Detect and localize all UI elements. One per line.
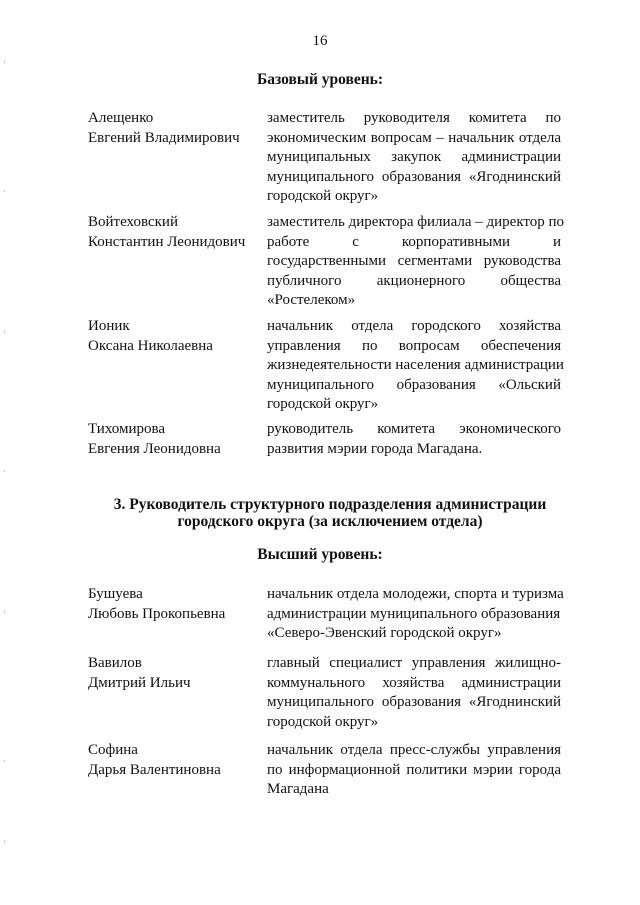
surname: Софина bbox=[88, 742, 138, 758]
person-position bbox=[267, 585, 564, 644]
position-line: государственными сегментами руководства bbox=[267, 253, 561, 269]
given-names: Дарья Валентиновна bbox=[88, 761, 221, 778]
position-line: начальник отдела молодежи, спорта и туризма bbox=[267, 586, 564, 602]
position-line: городской округ» bbox=[267, 713, 379, 730]
person-name bbox=[88, 741, 263, 780]
person-position bbox=[267, 420, 561, 459]
person-name bbox=[88, 654, 263, 693]
position-line: по информационной политики мэрии города bbox=[267, 761, 561, 778]
position-line: начальник отдела городского хозяйства bbox=[267, 318, 561, 334]
position-line: коммунального хозяйства администрации bbox=[267, 674, 561, 691]
position-line: публичного акционерного общества bbox=[267, 272, 561, 289]
person-name bbox=[88, 585, 263, 624]
section-title-line: городского округа (за исключением отдела) bbox=[177, 513, 483, 530]
position-line: муниципального образования «Ольский bbox=[267, 376, 561, 393]
given-names: Евгений Владимирович bbox=[88, 129, 240, 146]
person-name bbox=[88, 420, 263, 459]
given-names: Любовь Прокопьевна bbox=[88, 605, 226, 622]
person-position bbox=[267, 213, 565, 311]
position-line: городской округ» bbox=[267, 396, 379, 412]
position-line: заместитель директора филиала – директор по bbox=[267, 214, 565, 230]
person-position bbox=[267, 109, 561, 207]
position-line: «Северо-Эвенский городской округ» bbox=[267, 625, 502, 641]
section-title-line: 3. Руководитель структурного подразделения администрации bbox=[113, 496, 547, 513]
person-position bbox=[267, 654, 561, 732]
position-line: муниципальных закупок администрации bbox=[267, 149, 561, 165]
surname: Войтеховский bbox=[88, 214, 178, 230]
page-number: 16 bbox=[312, 33, 328, 49]
position-line: жизнедеятельности населения администрации bbox=[267, 357, 564, 373]
level-heading-basic: Базовый уровень: bbox=[256, 71, 384, 88]
given-names: Дмитрий Ильич bbox=[88, 674, 191, 691]
surname: Ионик bbox=[88, 318, 130, 334]
position-line: работе с корпоративными и bbox=[267, 233, 561, 250]
given-names: Оксана Николаевна bbox=[88, 337, 213, 354]
position-line: администрации муниципального образования bbox=[267, 605, 561, 622]
surname: Тихомирова bbox=[88, 421, 166, 437]
surname: Вавилов bbox=[88, 655, 142, 671]
surname: Бушуева bbox=[88, 586, 143, 602]
section-title bbox=[100, 496, 560, 530]
position-line: главный специалист управления жилищно- bbox=[267, 655, 561, 671]
position-line: муниципального образования «Ягоднинский bbox=[267, 694, 561, 710]
person-name bbox=[88, 213, 263, 252]
scan-margin-marks bbox=[4, 0, 6, 905]
position-line: начальник отдела пресс-службы управления bbox=[267, 742, 561, 758]
person-name bbox=[88, 109, 263, 148]
position-line: управления по вопросам обеспечения bbox=[267, 337, 561, 354]
position-line: городской округ» bbox=[267, 188, 379, 204]
position-line: развития мэрии города Магадана. bbox=[267, 440, 483, 457]
position-line: заместитель руководителя комитета по bbox=[267, 110, 561, 126]
position-line: муниципального образования «Ягоднинский bbox=[267, 168, 561, 185]
person-position bbox=[267, 317, 564, 415]
given-names: Евгения Леонидовна bbox=[88, 440, 221, 457]
position-line: экономическим вопросам – начальник отдела bbox=[267, 129, 561, 146]
person-position bbox=[267, 741, 561, 800]
position-line: «Ростелеком» bbox=[267, 292, 356, 308]
person-name bbox=[88, 317, 263, 356]
given-names: Константин Леонидович bbox=[88, 233, 246, 250]
level-heading-top: Высший уровень: bbox=[257, 546, 383, 563]
position-line: руководитель комитета экономического bbox=[267, 421, 561, 437]
surname: Алещенко bbox=[88, 110, 154, 126]
position-line: Магадана bbox=[267, 781, 329, 797]
